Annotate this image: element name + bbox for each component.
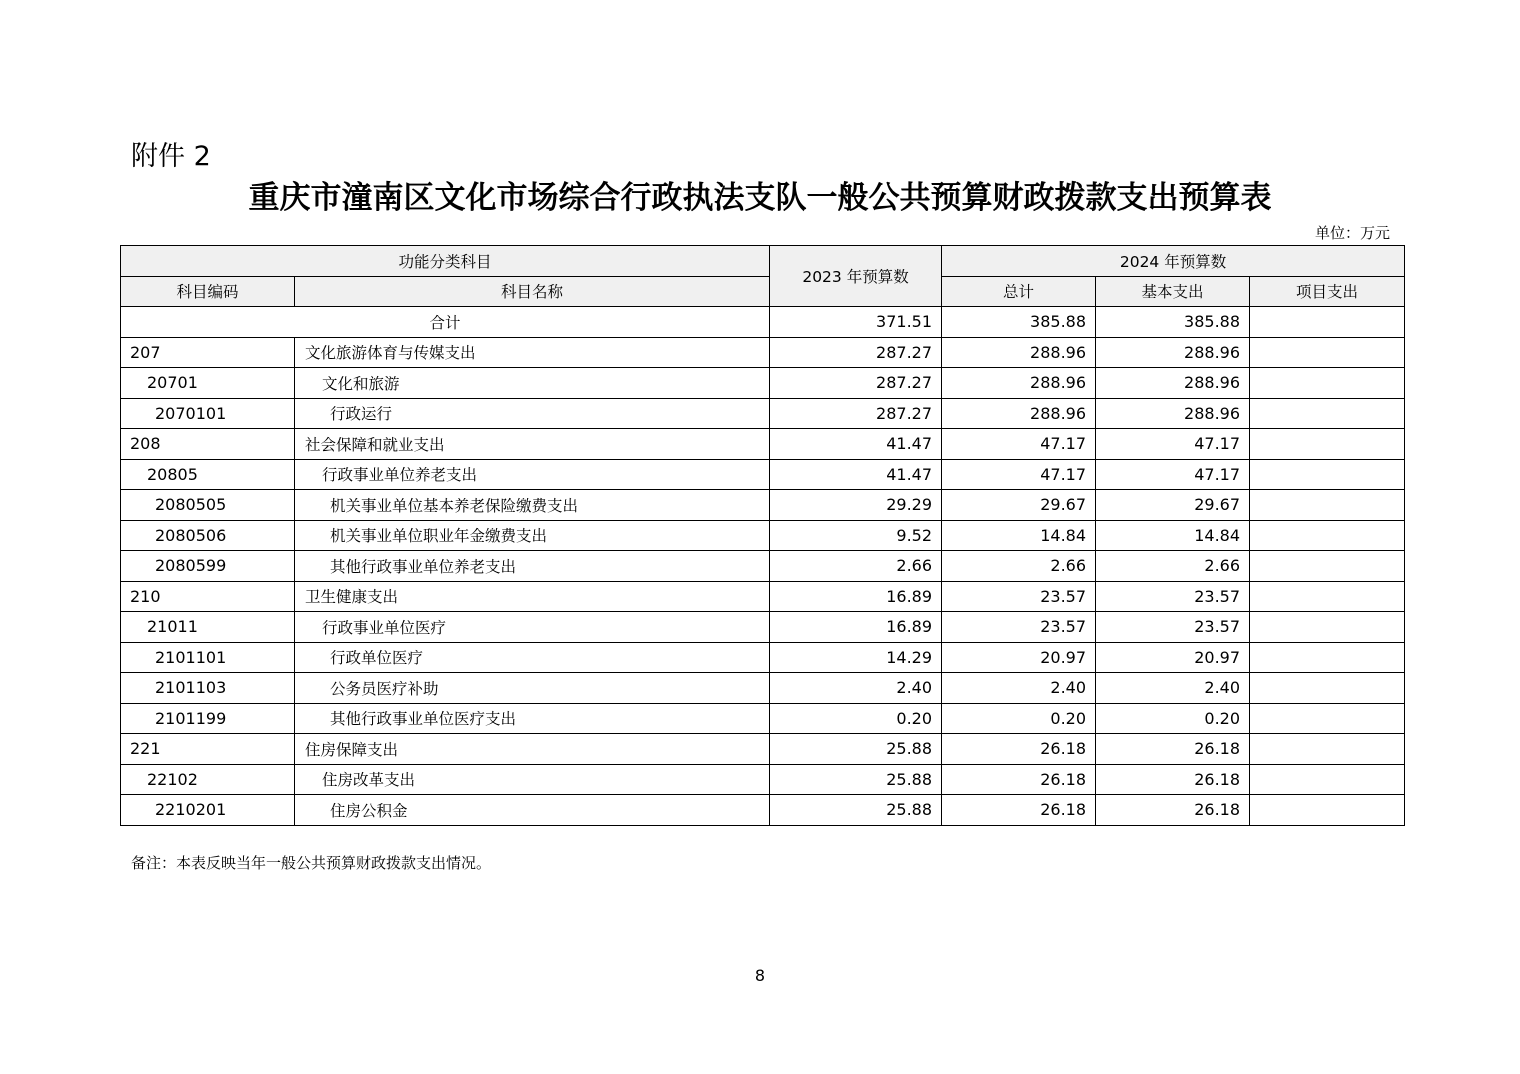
row-2024-basic: 26.18 xyxy=(1096,795,1250,826)
row-code: 208 xyxy=(121,429,295,460)
row-2024-basic: 288.96 xyxy=(1096,337,1250,368)
unit-label: 单位：万元 xyxy=(1314,224,1390,242)
header-row-2 xyxy=(121,276,1405,307)
row-2024-total: 47.17 xyxy=(942,459,1096,490)
row-2024-basic: 47.17 xyxy=(1096,429,1250,460)
row-name: 住房改革支出 xyxy=(295,764,770,795)
row-2024-total: 288.96 xyxy=(942,337,1096,368)
row-name: 其他行政事业单位养老支出 xyxy=(295,551,770,582)
row-name: 行政单位医疗 xyxy=(295,642,770,673)
row-2024-basic: 23.57 xyxy=(1096,612,1250,643)
row-2024-project xyxy=(1250,764,1405,795)
row-2024-project xyxy=(1250,551,1405,582)
row-2024-basic: 288.96 xyxy=(1096,368,1250,399)
row-2024-project xyxy=(1250,337,1405,368)
table-row xyxy=(121,673,1405,704)
row-2024-basic: 2.66 xyxy=(1096,551,1250,582)
row-name: 公务员医疗补助 xyxy=(295,673,770,704)
total-2024-total: 385.88 xyxy=(942,307,1096,338)
header-2024-budget-group: 2024 年预算数 xyxy=(942,246,1405,277)
header-functional-group: 功能分类科目 xyxy=(121,246,770,277)
page-number: 8 xyxy=(754,966,766,985)
total-2024-basic: 385.88 xyxy=(1096,307,1250,338)
row-2024-project xyxy=(1250,581,1405,612)
budget-table xyxy=(120,245,1405,826)
row-2024-total: 288.96 xyxy=(942,368,1096,399)
table-row xyxy=(121,398,1405,429)
row-2024-total: 23.57 xyxy=(942,612,1096,643)
row-2023-budget: 0.20 xyxy=(770,703,942,734)
row-2024-total: 23.57 xyxy=(942,581,1096,612)
row-2023-budget: 287.27 xyxy=(770,398,942,429)
row-2024-total: 288.96 xyxy=(942,398,1096,429)
row-2024-project xyxy=(1250,795,1405,826)
row-2024-basic: 26.18 xyxy=(1096,734,1250,765)
row-2024-basic: 0.20 xyxy=(1096,703,1250,734)
row-2023-budget: 16.89 xyxy=(770,581,942,612)
row-code: 2080505 xyxy=(121,490,295,521)
row-name: 其他行政事业单位医疗支出 xyxy=(295,703,770,734)
row-2023-budget: 25.88 xyxy=(770,734,942,765)
table-row xyxy=(121,703,1405,734)
row-2024-project xyxy=(1250,429,1405,460)
row-2024-basic: 2.40 xyxy=(1096,673,1250,704)
row-name: 住房公积金 xyxy=(295,795,770,826)
footnote: 备注：本表反映当年一般公共预算财政拨款支出情况。 xyxy=(131,854,492,872)
row-2024-project xyxy=(1250,520,1405,551)
table-row xyxy=(121,368,1405,399)
row-2023-budget: 29.29 xyxy=(770,490,942,521)
header-name: 科目名称 xyxy=(295,276,770,307)
row-2024-basic: 23.57 xyxy=(1096,581,1250,612)
table-body xyxy=(121,307,1405,826)
row-2024-basic: 29.67 xyxy=(1096,490,1250,521)
row-2024-basic: 14.84 xyxy=(1096,520,1250,551)
row-2023-budget: 2.66 xyxy=(770,551,942,582)
table-row xyxy=(121,520,1405,551)
row-2023-budget: 41.47 xyxy=(770,459,942,490)
row-code: 221 xyxy=(121,734,295,765)
row-2024-total: 29.67 xyxy=(942,490,1096,521)
row-2024-project xyxy=(1250,642,1405,673)
row-2024-basic: 26.18 xyxy=(1096,764,1250,795)
row-2023-budget: 16.89 xyxy=(770,612,942,643)
header-basic: 基本支出 xyxy=(1096,276,1250,307)
row-2024-project xyxy=(1250,368,1405,399)
row-name: 文化旅游体育与传媒支出 xyxy=(295,337,770,368)
total-2024-project xyxy=(1250,307,1405,338)
row-2024-project xyxy=(1250,459,1405,490)
row-2024-project xyxy=(1250,490,1405,521)
row-2024-total: 47.17 xyxy=(942,429,1096,460)
row-code: 2080599 xyxy=(121,551,295,582)
table-row xyxy=(121,337,1405,368)
row-code: 2101199 xyxy=(121,703,295,734)
table-header xyxy=(121,246,1405,307)
row-code: 2101103 xyxy=(121,673,295,704)
row-code: 210 xyxy=(121,581,295,612)
row-code: 2080506 xyxy=(121,520,295,551)
row-2024-total: 0.20 xyxy=(942,703,1096,734)
row-2024-total: 26.18 xyxy=(942,734,1096,765)
table-row xyxy=(121,490,1405,521)
row-2024-total: 2.66 xyxy=(942,551,1096,582)
table-row xyxy=(121,551,1405,582)
table-row xyxy=(121,764,1405,795)
row-2024-total: 26.18 xyxy=(942,795,1096,826)
table-row xyxy=(121,612,1405,643)
row-2023-budget: 14.29 xyxy=(770,642,942,673)
header-code: 科目编码 xyxy=(121,276,295,307)
row-2023-budget: 25.88 xyxy=(770,764,942,795)
table-row xyxy=(121,581,1405,612)
row-2024-total: 26.18 xyxy=(942,764,1096,795)
row-2024-project xyxy=(1250,673,1405,704)
attachment-label: 附件 2 xyxy=(131,141,211,172)
row-2023-budget: 2.40 xyxy=(770,673,942,704)
row-2023-budget: 41.47 xyxy=(770,429,942,460)
table-row xyxy=(121,642,1405,673)
row-2023-budget: 9.52 xyxy=(770,520,942,551)
row-2024-project xyxy=(1250,398,1405,429)
row-2024-basic: 47.17 xyxy=(1096,459,1250,490)
row-code: 2070101 xyxy=(121,398,295,429)
row-2024-basic: 20.97 xyxy=(1096,642,1250,673)
table-row xyxy=(121,734,1405,765)
row-2024-project xyxy=(1250,612,1405,643)
row-name: 卫生健康支出 xyxy=(295,581,770,612)
page-title: 重庆市潼南区文化市场综合行政执法支队一般公共预算财政拨款支出预算表 xyxy=(248,180,1272,216)
total-2023: 371.51 xyxy=(770,307,942,338)
total-row xyxy=(121,307,1405,338)
row-code: 207 xyxy=(121,337,295,368)
row-2024-total: 14.84 xyxy=(942,520,1096,551)
row-name: 机关事业单位基本养老保险缴费支出 xyxy=(295,490,770,521)
row-code: 21011 xyxy=(121,612,295,643)
row-name: 社会保障和就业支出 xyxy=(295,429,770,460)
row-code: 20701 xyxy=(121,368,295,399)
header-project: 项目支出 xyxy=(1250,276,1405,307)
row-code: 2101101 xyxy=(121,642,295,673)
row-code: 20805 xyxy=(121,459,295,490)
row-code: 2210201 xyxy=(121,795,295,826)
table-row xyxy=(121,459,1405,490)
row-name: 文化和旅游 xyxy=(295,368,770,399)
row-2024-project xyxy=(1250,734,1405,765)
header-row-1 xyxy=(121,246,1405,277)
table-row xyxy=(121,429,1405,460)
row-name: 住房保障支出 xyxy=(295,734,770,765)
row-code: 22102 xyxy=(121,764,295,795)
total-label: 合计 xyxy=(121,307,770,338)
row-2023-budget: 25.88 xyxy=(770,795,942,826)
row-name: 机关事业单位职业年金缴费支出 xyxy=(295,520,770,551)
row-2024-basic: 288.96 xyxy=(1096,398,1250,429)
header-total: 总计 xyxy=(942,276,1096,307)
table-row xyxy=(121,795,1405,826)
row-2024-total: 2.40 xyxy=(942,673,1096,704)
row-2024-project xyxy=(1250,703,1405,734)
row-name: 行政事业单位医疗 xyxy=(295,612,770,643)
row-2023-budget: 287.27 xyxy=(770,368,942,399)
row-name: 行政运行 xyxy=(295,398,770,429)
row-name: 行政事业单位养老支出 xyxy=(295,459,770,490)
row-2023-budget: 287.27 xyxy=(770,337,942,368)
row-2024-total: 20.97 xyxy=(942,642,1096,673)
header-2023-budget: 2023 年预算数 xyxy=(770,246,942,307)
